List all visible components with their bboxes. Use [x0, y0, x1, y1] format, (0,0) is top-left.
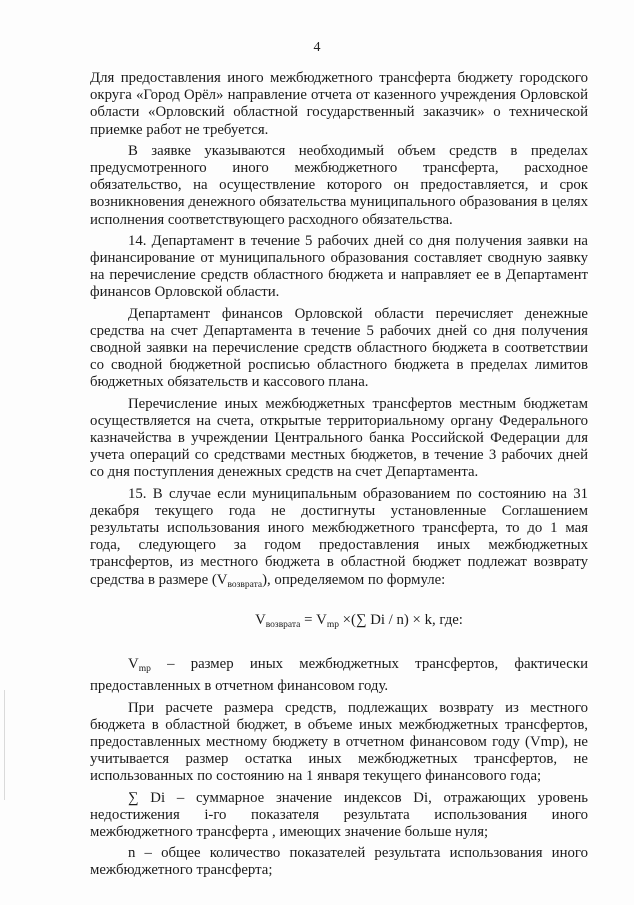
vmp-subscript: mp	[138, 664, 151, 675]
scan-edge-mark	[4, 690, 5, 800]
paragraph-transfer-accounts: Перечисление иных межбюджетных трансфертов местным бюджетам осуществляется на счета, открытые территориальному органу Федерального казначейства в учреждении Центрального банка Российской Федерации для учета операций со средствами местных бюджетов, в течение 3 рабочих дней со дня поступления денежных средств на счет Департамента.	[90, 395, 588, 481]
return-formula	[90, 612, 588, 634]
paragraph-calculation-note: При расчете размера средств, подлежащих возврату из местного бюджета в областной бюджет, в объеме иных межбюджетных трансфертов, предоставленных местному бюджету в отчетном финансовом году (Vmp), не учитывается размер остатка иных межбюджетных трансфертов, не использованных по состоянию на 1 января текущего финансового года;	[90, 699, 588, 785]
paragraph-sum-di-definition: ∑ Di – суммарное значение индексов Di, отражающих уровень недостижения i-го показателя результата использования иного межбюджетного трансферта , имеющих значение больше нуля;	[90, 789, 588, 840]
formula-rest: ×(∑ Di / n) × k, где:	[338, 611, 463, 628]
vmp-var: V	[128, 656, 139, 673]
paragraph-clause-14: 14. Департамент в течение 5 рабочих дней со дня получения заявки на финансирование от муниципального образования составляет сводную заявку на перечисление средств областного бюджета и направляет ее в Департамент финансов Орловской области.	[90, 232, 588, 301]
page-number: 4	[313, 40, 321, 55]
clause-15-text: 15. В случае если муниципальным образованием по состоянию на 31 декабря текущего года не достигнуты установленные Соглашением результаты использования иного межбюджетного трансферта, то до 1 мая года, следующего за годом предоставления иных межбюджетных трансфертов, из местного бюджета в областной бюджет подлежат возврату средства в размере (V	[90, 485, 588, 588]
document-body	[90, 70, 588, 880]
formula-rhs-subscript: mp	[326, 619, 339, 630]
paragraph-vmp-definition	[90, 656, 588, 695]
paragraph-finance-department: Департамент финансов Орловской области перечисляет денежные средства на счет Департамента в течение 5 рабочих дней со дня получения сводной заявки на перечисление средств областного бюджета в соответствии со сводной бюджетной росписью областного бюджета в пределах лимитов бюджетных обязательств и кассового плана.	[90, 305, 588, 391]
paragraph-application-contents: В заявке указываются необходимый объем средств в пределах предусмотренного иного межбюджетного трансферта, расходное обязательство, на осуществление которого он предоставляется, и срок возникновения денежного обязательства муниципального образования в целях исполнения соответствующего расходного обязательства.	[90, 142, 588, 228]
vmp-text: – размер иных межбюджетных трансфертов, фактически предоставленных в отчетном финансовом году.	[90, 656, 588, 695]
formula-lhs-subscript: возврата	[265, 619, 301, 630]
formula-lhs: V	[255, 611, 266, 628]
paragraph-n-definition: n – общее количество показателей результата использования иного межбюджетного трансферта;	[90, 845, 588, 879]
clause-15-end: ), определяемом по формуле:	[262, 571, 446, 588]
formula-eq: = V	[300, 611, 327, 628]
paragraph-clause-15	[90, 486, 588, 594]
paragraph-trust-report: Для предоставления иного межбюджетного трансферта бюджету городского округа «Город Орёл» направление отчета от казенного учреждения Орловской области «Орловский областной государственный заказчик» о технической приемке работ не требуется.	[90, 70, 588, 138]
clause-15-subscript: возврата	[227, 579, 263, 590]
